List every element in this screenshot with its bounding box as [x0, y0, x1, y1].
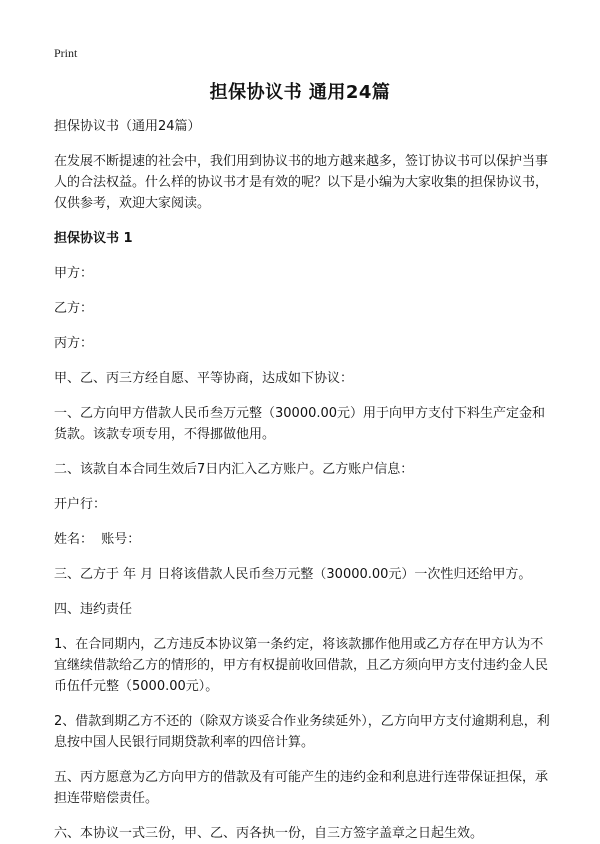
clause-2: 二、该款自本合同生效后7日内汇入乙方账户。乙方账户信息：: [54, 462, 414, 477]
document-body: [54, 116, 550, 844]
clause-4-2: 2、借款到期乙方不还的（除双方谈妥合作业务续延外），乙方向甲方支付逾期利息，利息按中国人民银行同期贷款利率的四倍计算。: [54, 714, 550, 750]
clause-4: 四、违约责任: [54, 602, 133, 617]
bank-line: 开户行：: [54, 497, 107, 512]
party-b-line: 乙方：: [54, 301, 94, 316]
party-c-line: 丙方：: [54, 336, 94, 351]
document-title: 担保协议书 通用24篇: [209, 82, 391, 103]
clause-3: 三、乙方于 年 月 日将该借款人民币叁万元整（30000.00元）一次性归还给甲方。: [54, 567, 532, 582]
subtitle: 担保协议书（通用24篇）: [54, 119, 201, 134]
agreement-intro: 甲、乙、丙三方经自愿、平等协商，达成如下协议：: [54, 371, 354, 386]
clause-4-1: 1、在合同期内，乙方违反本协议第一条约定，将该款挪作他用或乙方存在甲方认为不宜继续借款给乙方的情形的，甲方有权提前收回借款，且乙方须向甲方支付违约金人民币伍仟元整（5000.00元）。: [54, 637, 549, 694]
section-heading: 担保协议书 1: [54, 231, 133, 246]
party-a-line: 甲方：: [54, 266, 94, 281]
intro-paragraph: 在发展不断提速的社会中，我们用到协议书的地方越来越多，签订协议书可以保护当事人的合法权益。什么样的协议书才是有效的呢？以下是小编为大家收集的担保协议书，仅供参考，欢迎大家阅读。: [54, 154, 549, 211]
clause-5: 五、丙方愿意为乙方向甲方的借款及有可能产生的违约金和利息进行连带保证担保，承担连带赔偿责任。: [54, 770, 549, 806]
clause-1: 一、乙方向甲方借款人民币叁万元整（30000.00元）用于向甲方支付下料生产定金和货款。该款专项专用，不得挪做他用。: [54, 406, 546, 442]
clause-6: 六、本协议一式三份，甲、乙、丙各执一份，自三方签字盖章之日起生效。: [54, 826, 484, 841]
name-account-line: 姓名： 账号：: [54, 532, 141, 547]
print-label: Print: [54, 46, 78, 60]
